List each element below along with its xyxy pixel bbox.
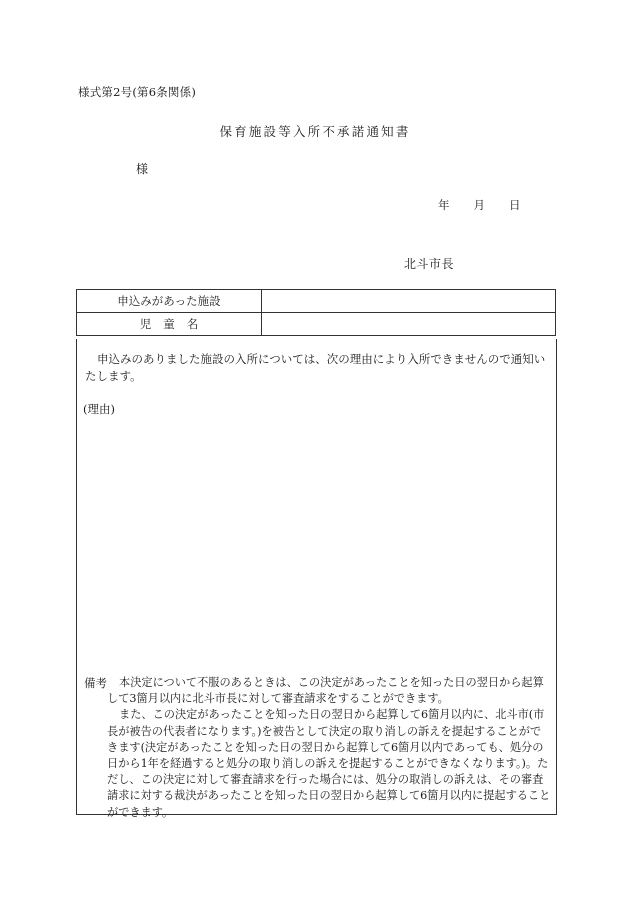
remarks-paragraph-2: また、この決定があったことを知った日の翌日から起算して6箇月以内に、北斗市(市長が被告の代表者になります。)を被告として決定の取り消しの訴えを提起することができます(決定があったことを知った日の翌日から起算して6箇月以内であっても、処分の日から1年を経過すると処分の取り消しの訴えを提起することができなくなります。)。ただし、この決定に対して審査請求を行った場合には、処分の取消しの訴えは、その審査請求に対する裁決があったことを知った日の翌日から起算して6箇月以内に提起することができます。 <box>107 708 551 819</box>
issuer-name: 北斗市長 <box>404 257 455 271</box>
date-year: 年 <box>438 198 450 212</box>
child-name-value <box>262 313 556 336</box>
date-month: 月 <box>473 198 485 212</box>
reason-label: (理由) <box>83 402 115 416</box>
notice-text: 申込みのありました施設の入所については、次の理由により入所できませんので通知いたします。 <box>85 352 546 383</box>
document-title: 保育施設等入所不承諾通知書 <box>219 124 411 139</box>
remarks-paragraph-1: 本決定について不服のあるときは、この決定があったことを知った日の翌日から起算して3箇月以内に北斗市長に対して審査請求をすることができます。 <box>107 676 544 706</box>
date-line <box>438 197 521 213</box>
addressee-suffix: 様 <box>136 162 149 176</box>
remarks-body <box>107 675 551 821</box>
table-row <box>77 290 556 313</box>
remarks-label: 備考 <box>84 676 107 690</box>
table-row <box>77 313 556 336</box>
date-day: 日 <box>509 198 521 212</box>
facility-value <box>262 290 556 313</box>
info-table <box>76 289 556 336</box>
facility-label: 申込みがあった施設 <box>77 290 262 313</box>
child-name-label: 児童名 <box>77 313 262 336</box>
form-number: 様式第2号(第6条関係) <box>78 85 197 99</box>
notice-box <box>76 339 557 819</box>
